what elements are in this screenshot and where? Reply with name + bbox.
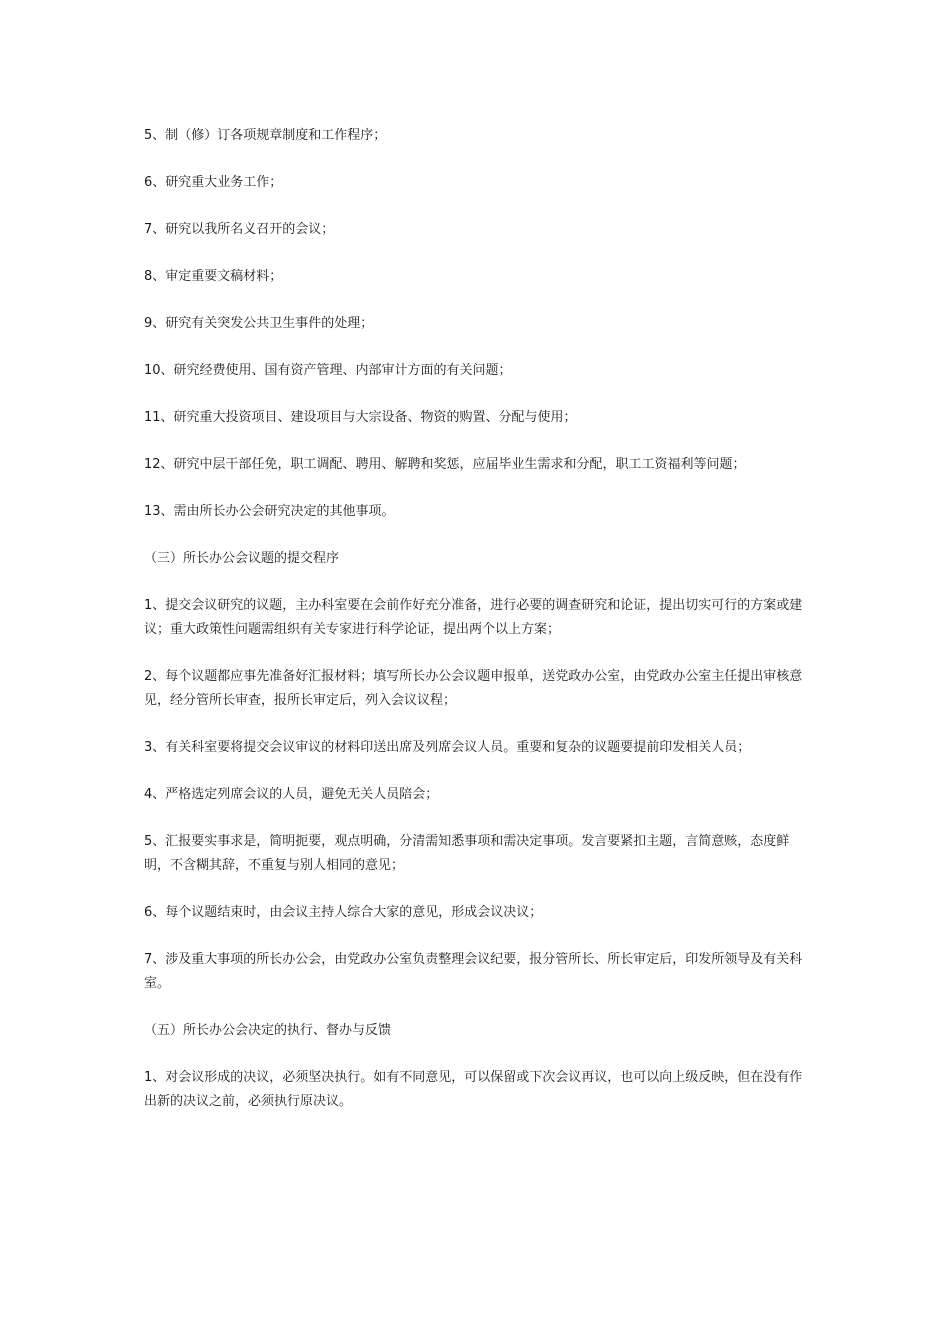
list-item: 7、涉及重大事项的所长办公会，由党政办公室负责整理会议纪要，报分管所长、所长审定后，印发所领导及有关科室。: [144, 952, 803, 991]
list-item: 6、研究重大业务工作；: [144, 175, 283, 190]
list-item: 2、每个议题都应事先准备好汇报材料；填写所长办公会议题申报单，送党政办公室，由党政办公室主任提出审核意见，经分管所长审查，报所长审定后，列入会议议程；: [144, 669, 803, 708]
section-heading-5: （五）所长办公会决定的执行、督办与反馈: [144, 1023, 392, 1038]
list-item: 11、研究重大投资项目、建设项目与大宗设备、物资的购置、分配与使用；: [144, 410, 577, 425]
list-item: 12、研究中层干部任免，职工调配、聘用、解聘和奖惩，应届毕业生需求和分配，职工工资福利等问题；: [144, 457, 746, 472]
list-item: 4、严格选定列席会议的人员，避免无关人员陪会；: [144, 787, 439, 802]
list-item: 1、提交会议研究的议题，主办科室要在会前作好充分准备，进行必要的调查研究和论证，提出切实可行的方案或建议；重大政策性问题需组织有关专家进行科学论证，提出两个以上方案；: [144, 598, 803, 637]
list-item: 5、制（修）订各项规章制度和工作程序；: [144, 128, 387, 143]
list-item: 6、每个议题结束时，由会议主持人综合大家的意见，形成会议决议；: [144, 905, 543, 920]
list-item: 1、对会议形成的决议，必须坚决执行。如有不同意见，可以保留或下次会议再议，也可以向上级反映，但在没有作出新的决议之前，必须执行原决议。: [144, 1070, 803, 1109]
list-item: 10、研究经费使用、国有资产管理、内部审计方面的有关问题；: [144, 363, 512, 378]
list-item: 5、汇报要实事求是，简明扼要，观点明确，分清需知悉事项和需决定事项。发言要紧扣主题，言简意赅，态度鲜明，不含糊其辞，不重复与别人相同的意见；: [144, 834, 790, 873]
section-heading-3: （三）所长办公会议题的提交程序: [144, 551, 340, 566]
list-item: 9、研究有关突发公共卫生事件的处理；: [144, 316, 374, 331]
list-item: 13、需由所长办公会研究决定的其他事项。: [144, 504, 395, 519]
list-item: 8、审定重要文稿材料；: [144, 269, 283, 284]
list-item: 3、有关科室要将提交会议审议的材料印送出席及列席会议人员。重要和复杂的议题要提前印发相关人员；: [144, 740, 751, 755]
list-item: 7、研究以我所名义召开的会议；: [144, 222, 335, 237]
document-body: [144, 124, 812, 1137]
